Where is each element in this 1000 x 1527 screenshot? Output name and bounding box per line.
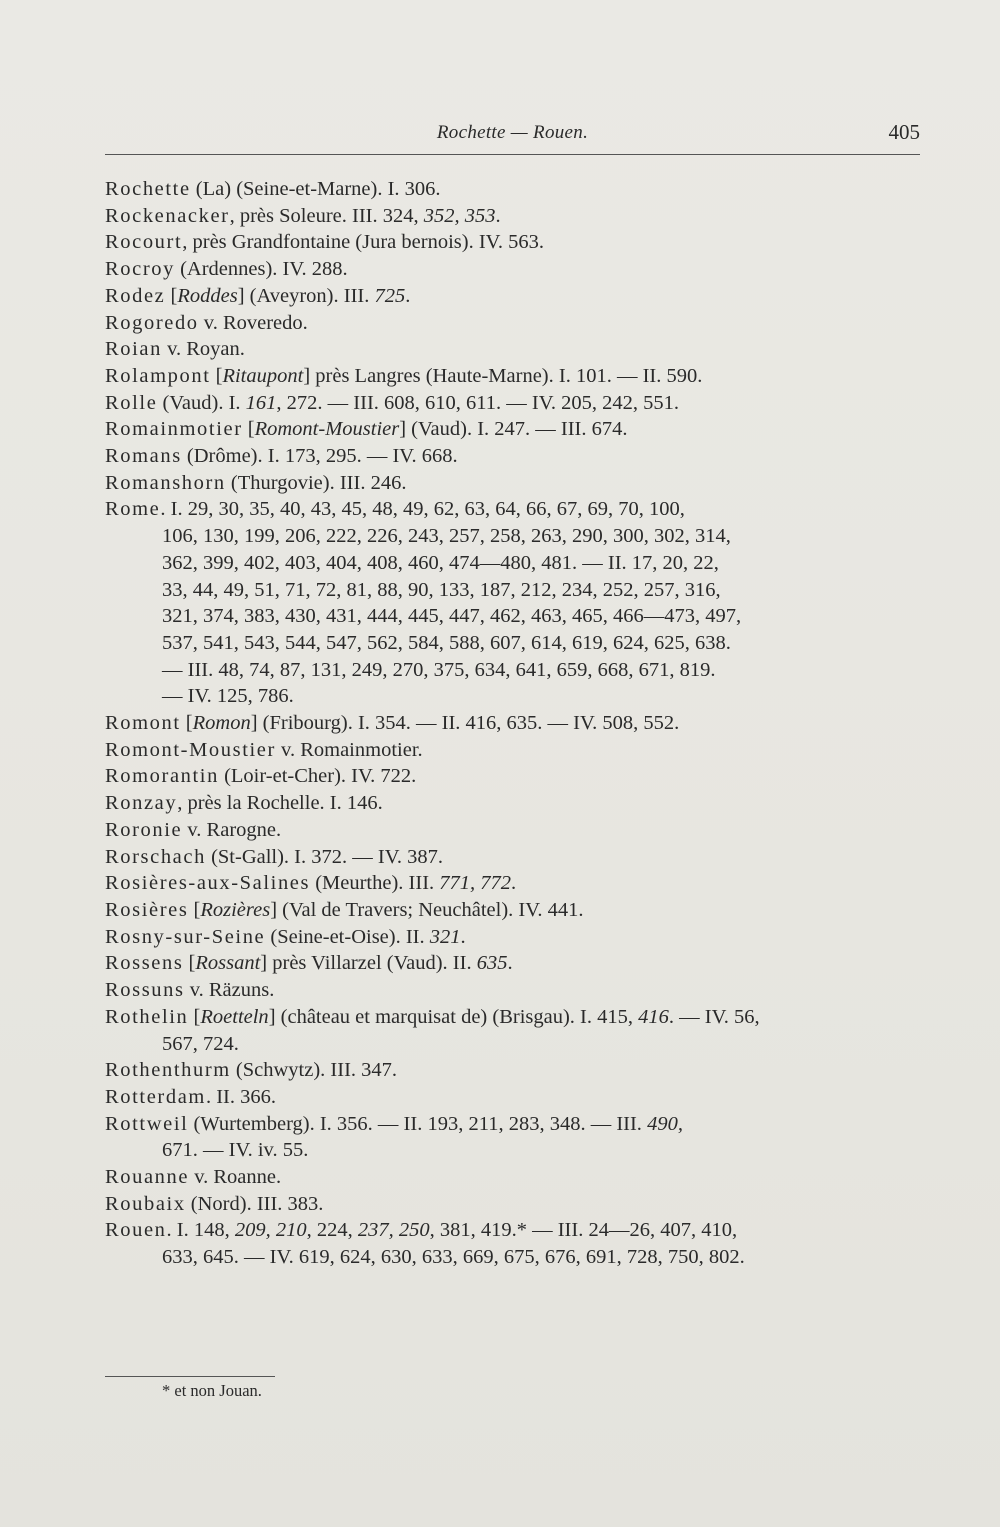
entry-text: v. Romainmotier. bbox=[275, 738, 423, 761]
index-entry bbox=[105, 256, 920, 283]
entry-headword: Rouanne bbox=[105, 1166, 190, 1189]
entry-italic: 725 bbox=[374, 284, 406, 307]
entry-continuation: — III. 48, 74, 87, 131, 249, 270, 375, 634, 641, 659, 668, 671, 819. bbox=[162, 658, 716, 681]
entry-text: v. Royan. bbox=[161, 338, 245, 361]
entry-text: . bbox=[511, 872, 517, 895]
entry-continuation: 671. — IV. iv. 55. bbox=[162, 1139, 309, 1162]
entry-headword: Roubaix bbox=[105, 1192, 186, 1215]
entry-text: (Seine-et-Oise). II. bbox=[265, 925, 430, 948]
entry-text: . bbox=[405, 284, 411, 307]
index-entry bbox=[105, 176, 920, 203]
index-entry bbox=[105, 1084, 920, 1111]
index-entry bbox=[105, 790, 920, 817]
entry-italic: 635 bbox=[476, 952, 508, 975]
entry-text: (Schwytz). III. 347. bbox=[230, 1059, 398, 1082]
entry-text: (Thurgovie). III. 246. bbox=[225, 471, 407, 494]
entry-headword: Rodez bbox=[105, 284, 166, 307]
entry-headword: Rogoredo bbox=[105, 311, 199, 334]
entry-headword: Rothenthurm bbox=[105, 1059, 231, 1082]
entry-text: v. Roanne. bbox=[189, 1166, 282, 1189]
entry-continuation: 321, 374, 383, 430, 431, 444, 445, 447, 462, 463, 465, 466—473, 497, bbox=[162, 605, 742, 628]
entry-text: (Drôme). I. 173, 295. — IV. 668. bbox=[181, 445, 458, 468]
index-entry bbox=[105, 924, 920, 951]
index-entry bbox=[105, 950, 920, 977]
index-entry bbox=[105, 1191, 920, 1218]
entry-text: . bbox=[507, 952, 513, 975]
index-entry bbox=[105, 897, 920, 924]
entry-text: (Vaud). I. bbox=[157, 391, 246, 414]
entry-text: (Loir-et-Cher). IV. 722. bbox=[218, 765, 417, 788]
entry-text: , 381, 419.* — III. 24—26, 407, 410, bbox=[429, 1219, 738, 1242]
entry-text: (Nord). III. 383. bbox=[185, 1192, 324, 1215]
entry-headword: Rocourt bbox=[105, 231, 183, 254]
entry-headword: Roian bbox=[105, 338, 162, 361]
entry-italic: Ritaupont bbox=[222, 364, 304, 387]
entry-headword: Rothelin bbox=[105, 1005, 189, 1028]
entry-text: v. Räzuns. bbox=[184, 979, 275, 1002]
index-entry bbox=[105, 390, 920, 417]
entry-italic: 237, 250 bbox=[357, 1219, 430, 1242]
entry-text: ] (Val de Travers; Neuchâtel). IV. 441. bbox=[270, 898, 584, 921]
index-entry bbox=[105, 416, 920, 443]
entry-text: [ bbox=[188, 1005, 201, 1028]
entry-text: [ bbox=[183, 952, 196, 975]
entry-text: . bbox=[160, 498, 171, 521]
entry-headword: Rouen bbox=[105, 1219, 167, 1242]
entry-italic: Roddes bbox=[177, 284, 238, 307]
index-entry bbox=[105, 1004, 920, 1031]
footnote: * et non Jouan. bbox=[162, 1381, 262, 1400]
entry-text: . bbox=[460, 925, 466, 948]
page-number: 405 bbox=[888, 120, 920, 144]
index-entry bbox=[105, 1217, 920, 1244]
index-entry-rome bbox=[105, 496, 920, 523]
entry-headword: Rossens bbox=[105, 952, 184, 975]
entry-text: . — IV. 56, bbox=[668, 1005, 760, 1028]
entry-italic: Roetteln bbox=[200, 1005, 269, 1028]
index-entry bbox=[105, 1057, 920, 1084]
entry-headword: Rottweil bbox=[105, 1112, 189, 1135]
entry-text: ] près Villarzel (Vaud). II. bbox=[260, 952, 477, 975]
entry-headword: Romainmotier bbox=[105, 418, 243, 441]
entry-headword: Rocroy bbox=[105, 258, 175, 281]
entry-headword: Romont bbox=[105, 712, 181, 735]
index-entry bbox=[105, 870, 920, 897]
index-entry bbox=[105, 470, 920, 497]
entry-headword: Rorschach bbox=[105, 845, 206, 868]
entry-text: , près Soleure. III. 324, bbox=[229, 204, 424, 227]
entry-continuation: — IV. 125, 786. bbox=[162, 685, 294, 708]
entry-text: (Meurthe). III. bbox=[310, 872, 440, 895]
index-entry bbox=[105, 443, 920, 470]
entry-text: , près la Rochelle. I. 146. bbox=[177, 792, 383, 815]
entry-text: ] près Langres (Haute-Marne). I. 101. — II. 590. bbox=[303, 364, 703, 387]
entry-text: , près Grandfontaine (Jura bernois). IV. 563. bbox=[182, 231, 544, 254]
entry-italic: Rossant bbox=[195, 952, 261, 975]
entry-headword: Rochette bbox=[105, 178, 191, 200]
index-entry bbox=[105, 763, 920, 790]
entry-headword: Romorantin bbox=[105, 765, 219, 788]
entry-text: [ bbox=[180, 712, 193, 735]
entry-continuation: 362, 399, 402, 403, 404, 408, 460, 474—480, 481. — II. 17, 20, 22, bbox=[162, 551, 719, 574]
entry-headword: Rossuns bbox=[105, 979, 185, 1002]
entry-text: , 272. — III. 608, 610, 611. — IV. 205, 242, 551. bbox=[276, 391, 680, 414]
index-entry bbox=[105, 977, 920, 1004]
entry-headword: Roronie bbox=[105, 818, 183, 841]
entry-text: . II. 366. bbox=[205, 1085, 276, 1108]
index-entry bbox=[105, 710, 920, 737]
entry-headword: Rolampont bbox=[105, 364, 211, 387]
index-entry bbox=[105, 737, 920, 764]
entry-headword: Rosières bbox=[105, 898, 189, 921]
entry-text: ] (Fribourg). I. 354. — II. 416, 635. — IV. 508, 552. bbox=[250, 712, 680, 735]
entry-text: v. Roveredo. bbox=[198, 311, 308, 334]
entry-text: . I. 148, bbox=[166, 1219, 235, 1242]
entry-headword: Rome bbox=[105, 498, 161, 521]
entry-headword: Rosny-sur-Seine bbox=[105, 925, 266, 948]
entry-text: (La) (Seine-et-Marne). I. 306. bbox=[190, 178, 441, 200]
entry-text: (Ardennes). IV. 288. bbox=[174, 258, 348, 281]
entry-headword: Romont-Moustier bbox=[105, 738, 276, 761]
index-entry bbox=[105, 336, 920, 363]
entry-text: (Wurtemberg). I. 356. — II. 193, 211, 283, 348. — III. bbox=[188, 1112, 648, 1135]
entry-continuation: 33, 44, 49, 51, 71, 72, 81, 88, 90, 133, 187, 212, 234, 252, 257, 316, bbox=[162, 578, 721, 601]
entry-headword: Romans bbox=[105, 445, 182, 468]
index-entry bbox=[105, 310, 920, 337]
entry-text: ] (Aveyron). III. bbox=[237, 284, 375, 307]
entry-text: . bbox=[495, 204, 501, 227]
header-title: Rochette — Rouen. bbox=[436, 122, 589, 143]
footnote-rule bbox=[105, 1376, 275, 1377]
entry-headword: Romanshorn bbox=[105, 471, 226, 494]
index-entry bbox=[105, 1111, 920, 1138]
index-entry bbox=[105, 283, 920, 310]
index-entry bbox=[105, 817, 920, 844]
entry-headword: Rockenacker bbox=[105, 204, 230, 227]
running-header bbox=[105, 118, 920, 155]
entry-italic: Rozières bbox=[200, 898, 271, 921]
index-entry bbox=[105, 844, 920, 871]
index-entry bbox=[105, 363, 920, 390]
entry-italic: 416 bbox=[638, 1005, 669, 1028]
entry-headword: Rolle bbox=[105, 391, 158, 414]
entry-italic: 352, 353 bbox=[423, 204, 496, 227]
entry-text: [ bbox=[188, 898, 201, 921]
entry-text: , 224, bbox=[306, 1219, 358, 1242]
index-entries bbox=[105, 176, 920, 1271]
index-entry bbox=[105, 1164, 920, 1191]
entry-text: I. 29, 30, 35, 40, 43, 45, 48, 49, 62, 63, 64, 66, 67, 69, 70, 100, bbox=[170, 498, 685, 521]
entry-text: ] (Vaud). I. 247. — III. 674. bbox=[399, 418, 628, 441]
entry-headword: Rosières-aux-Salines bbox=[105, 872, 311, 895]
entry-continuation: 567, 724. bbox=[162, 1032, 239, 1055]
index-entry bbox=[105, 229, 920, 256]
entry-headword: Rotterdam bbox=[105, 1085, 206, 1108]
entry-continuation: 106, 130, 199, 206, 222, 226, 243, 257, 258, 263, 290, 300, 302, 314, bbox=[162, 525, 731, 548]
entry-text: [ bbox=[242, 418, 255, 441]
entry-italic: Romon bbox=[192, 712, 251, 735]
entry-headword: Ronzay bbox=[105, 792, 178, 815]
entry-italic: 161 bbox=[245, 391, 277, 414]
entry-italic: 771, 772 bbox=[439, 872, 512, 895]
entry-continuation: 537, 541, 543, 544, 547, 562, 584, 588, 607, 614, 619, 624, 625, 638. bbox=[162, 631, 731, 654]
entry-continuation: 633, 645. — IV. 619, 624, 630, 633, 669, 675, 676, 691, 728, 750, 802. bbox=[162, 1246, 745, 1269]
entry-italic: 490, bbox=[647, 1112, 683, 1135]
index-entry bbox=[105, 203, 920, 230]
entry-text: ] (château et marquisat de) (Brisgau). I. 415, bbox=[268, 1005, 639, 1028]
entry-text: v. Rarogne. bbox=[182, 818, 282, 841]
entry-italic: 321 bbox=[429, 925, 461, 948]
entry-text: [ bbox=[165, 284, 178, 307]
entry-text: (St-Gall). I. 372. — IV. 387. bbox=[205, 845, 443, 868]
entry-text: [ bbox=[210, 364, 223, 387]
entry-italic: 209, 210 bbox=[234, 1219, 307, 1242]
entry-italic: Romont-Moustier bbox=[254, 418, 400, 441]
